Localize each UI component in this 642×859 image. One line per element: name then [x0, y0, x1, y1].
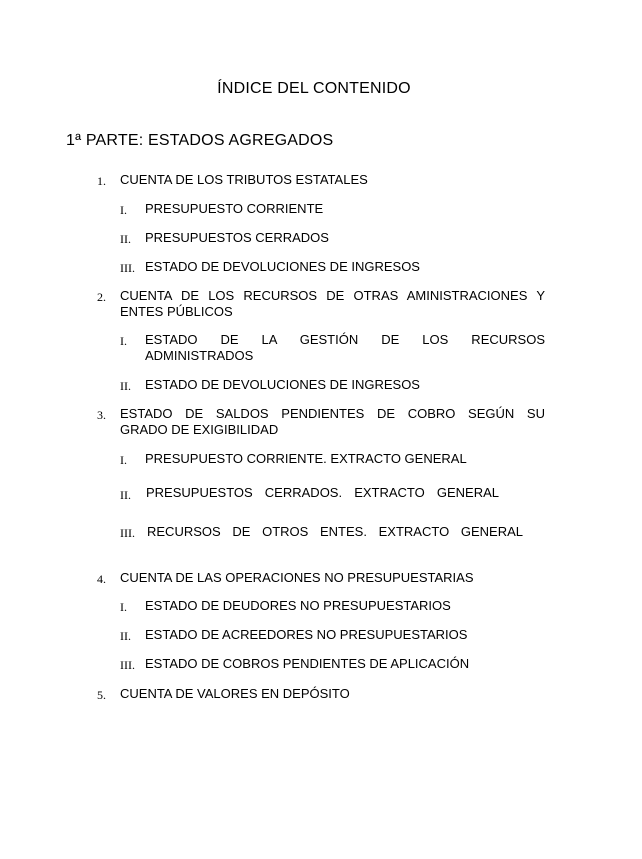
- section-4-item-3-numeral: III.: [120, 658, 135, 672]
- section-2-item-1-numeral: I.: [120, 334, 127, 348]
- section-4-item-1-label: ESTADO DE DEUDORES NO PRESUPUESTARIOS: [145, 598, 451, 613]
- section-2-label-line1: CUENTA DE LOS RECURSOS DE OTRAS AMINISTRACIONES Y: [120, 288, 545, 303]
- section-2-item-2-label: ESTADO DE DEVOLUCIONES DE INGRESOS: [145, 377, 420, 392]
- section-5-label: CUENTA DE VALORES EN DEPÓSITO: [120, 686, 350, 701]
- section-2-number: 2.: [97, 290, 106, 304]
- section-1-item-1-numeral: I.: [120, 203, 127, 217]
- section-2-item-2-numeral: II.: [120, 379, 131, 393]
- section-4-item-2-numeral: II.: [120, 629, 131, 643]
- section-2-item-1-label-line1: ESTADO DE LA GESTIÓN DE LOS RECURSOS: [145, 332, 545, 347]
- section-3-item-2-label: PRESUPUESTOS CERRADOS. EXTRACTO GENERAL: [146, 485, 499, 500]
- section-3-item-1-label: PRESUPUESTO CORRIENTE. EXTRACTO GENERAL: [145, 451, 467, 466]
- section-3-number: 3.: [97, 408, 106, 422]
- section-4-item-2-label: ESTADO DE ACREEDORES NO PRESUPUESTARIOS: [145, 627, 468, 642]
- section-3-label-line1: ESTADO DE SALDOS PENDIENTES DE COBRO SEGÚN SU: [120, 406, 545, 421]
- section-1-item-2-label: PRESUPUESTOS CERRADOS: [145, 230, 329, 245]
- section-3-item-1-numeral: I.: [120, 453, 127, 467]
- section-4-number: 4.: [97, 572, 106, 586]
- part-heading: 1ª PARTE: ESTADOS AGREGADOS: [66, 132, 334, 149]
- section-4-item-1-numeral: I.: [120, 600, 127, 614]
- section-2-label-line2: ENTES PÚBLICOS: [120, 304, 233, 319]
- section-1-item-2-numeral: II.: [120, 232, 131, 246]
- section-3-label-line2: GRADO DE EXIGIBILIDAD: [120, 422, 279, 437]
- document-title: ÍNDICE DEL CONTENIDO: [217, 80, 411, 97]
- section-3-item-3-numeral: III.: [120, 526, 135, 540]
- section-1-number: 1.: [97, 174, 106, 188]
- section-1-label: CUENTA DE LOS TRIBUTOS ESTATALES: [120, 172, 368, 187]
- section-1-item-3-label: ESTADO DE DEVOLUCIONES DE INGRESOS: [145, 259, 420, 274]
- section-4-item-3-label: ESTADO DE COBROS PENDIENTES DE APLICACIÓN: [145, 656, 470, 671]
- section-4-label: CUENTA DE LAS OPERACIONES NO PRESUPUESTARIAS: [120, 570, 474, 585]
- section-3-item-2-numeral: II.: [120, 488, 131, 502]
- section-5-number: 5.: [97, 688, 106, 702]
- section-3-item-3-label: RECURSOS DE OTROS ENTES. EXTRACTO GENERAL: [147, 524, 523, 539]
- section-2-item-1-label-line2: ADMINISTRADOS: [145, 348, 254, 363]
- section-1-item-3-numeral: III.: [120, 261, 135, 275]
- section-1-item-1-label: PRESUPUESTO CORRIENTE: [145, 201, 324, 216]
